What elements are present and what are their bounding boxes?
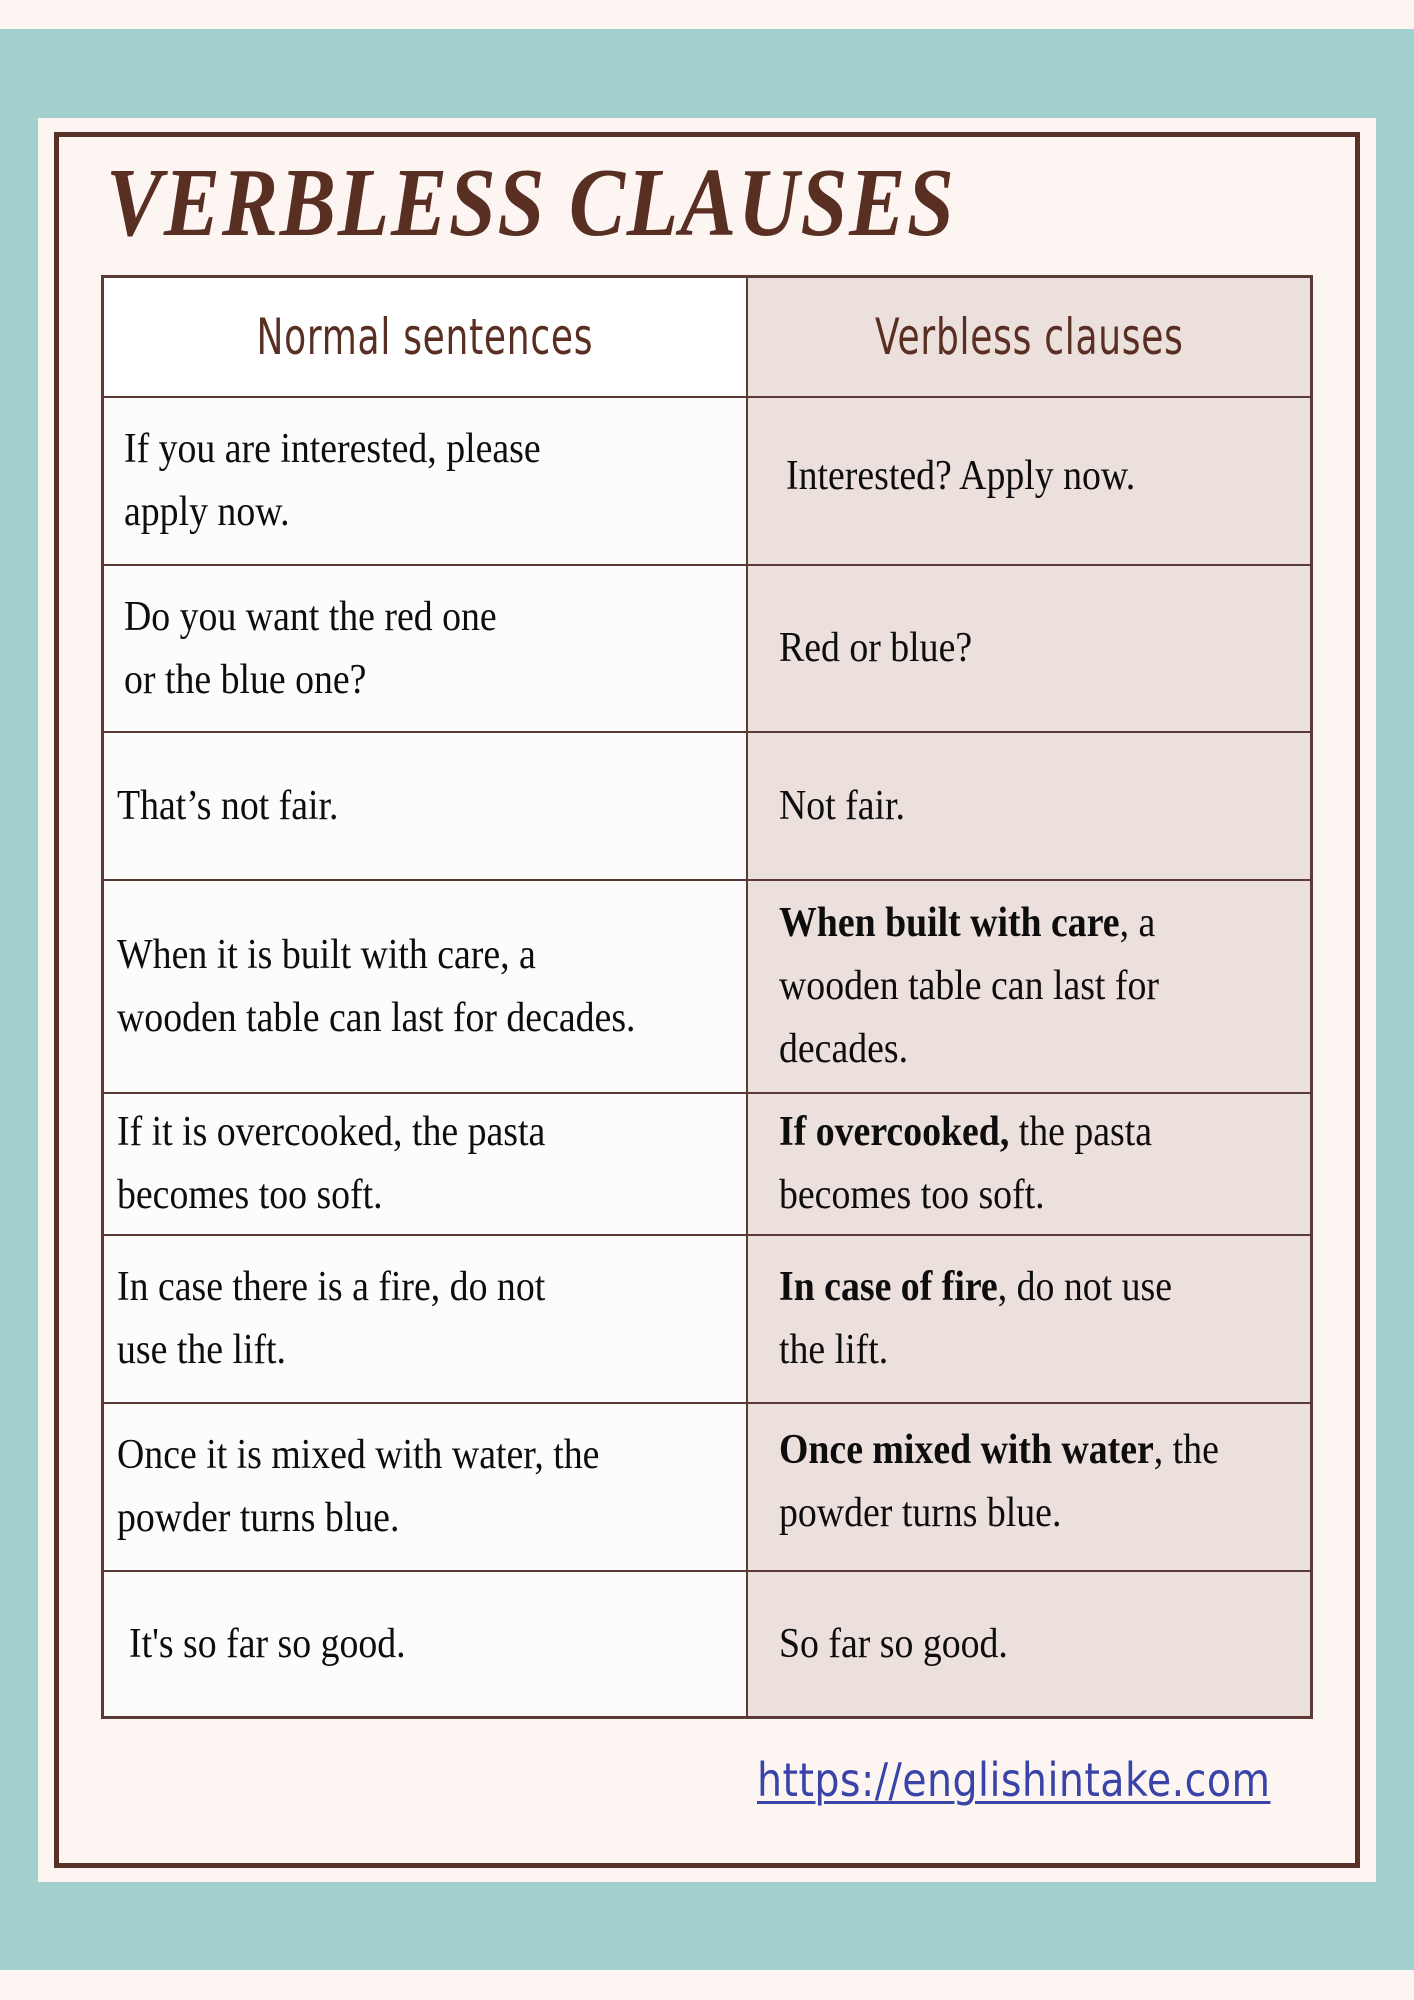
normal-sentence-cell — [104, 733, 746, 879]
normal-sentence-text: Do you want the red one or the blue one? — [124, 593, 497, 703]
column-header-verbless-label: Verbless clauses — [874, 308, 1184, 366]
verbless-clause-cell — [748, 566, 1310, 731]
normal-sentence-cell — [104, 1094, 746, 1234]
normal-sentence-cell — [104, 881, 746, 1092]
normal-sentence-text: When it is built with care, a wooden table can last for decades. — [117, 931, 636, 1041]
verbless-clause-cell — [748, 1236, 1310, 1402]
normal-sentence-text: If it is overcooked, the pasta becomes too soft. — [117, 1109, 546, 1218]
verbless-clause-text: Red or blue? — [779, 625, 973, 671]
verbless-clause-text: Once mixed with water, the powder turns blue. — [779, 1427, 1219, 1536]
column-header-normal-label: Normal sentences — [256, 308, 594, 366]
normal-sentence-cell — [104, 566, 746, 731]
comparison-table — [101, 275, 1313, 1719]
verbless-clause-text: Not fair. — [779, 782, 905, 829]
column-header-verbless — [748, 278, 1310, 396]
normal-sentence-text: That’s not fair. — [117, 782, 339, 829]
verbless-clause-cell — [748, 733, 1310, 879]
verbless-clause-cell — [748, 1094, 1310, 1234]
normal-sentence-cell — [104, 1404, 746, 1570]
verbless-clause-cell — [748, 1572, 1310, 1716]
verbless-clause-text: If overcooked, the pasta becomes too soft. — [779, 1109, 1153, 1218]
normal-sentence-text: In case there is a fire, do not use the lift. — [117, 1264, 546, 1373]
normal-sentence-cell — [104, 1572, 746, 1716]
verbless-clause-cell — [748, 398, 1310, 564]
verbless-clause-cell — [748, 881, 1310, 1092]
normal-sentence-cell — [104, 398, 746, 564]
verbless-clause-text: So far so good. — [779, 1620, 1008, 1667]
website-link[interactable]: https://englishintake.com — [757, 1753, 1271, 1807]
page-title: VERBLESS CLAUSES — [106, 149, 956, 257]
normal-sentence-text: It's so far so good. — [129, 1620, 406, 1667]
column-header-normal — [104, 278, 746, 396]
normal-sentence-text: Once it is mixed with water, the powder turns blue. — [117, 1432, 600, 1541]
verbless-clause-text: In case of fire, do not use the lift. — [779, 1264, 1172, 1373]
verbless-clause-text: Interested? Apply now. — [786, 452, 1136, 499]
verbless-clause-text: When built with care, a wooden table can last for decades. — [779, 900, 1159, 1072]
normal-sentence-text: If you are interested, please apply now. — [124, 426, 541, 535]
normal-sentence-cell — [104, 1236, 746, 1402]
verbless-clause-cell — [748, 1404, 1310, 1570]
